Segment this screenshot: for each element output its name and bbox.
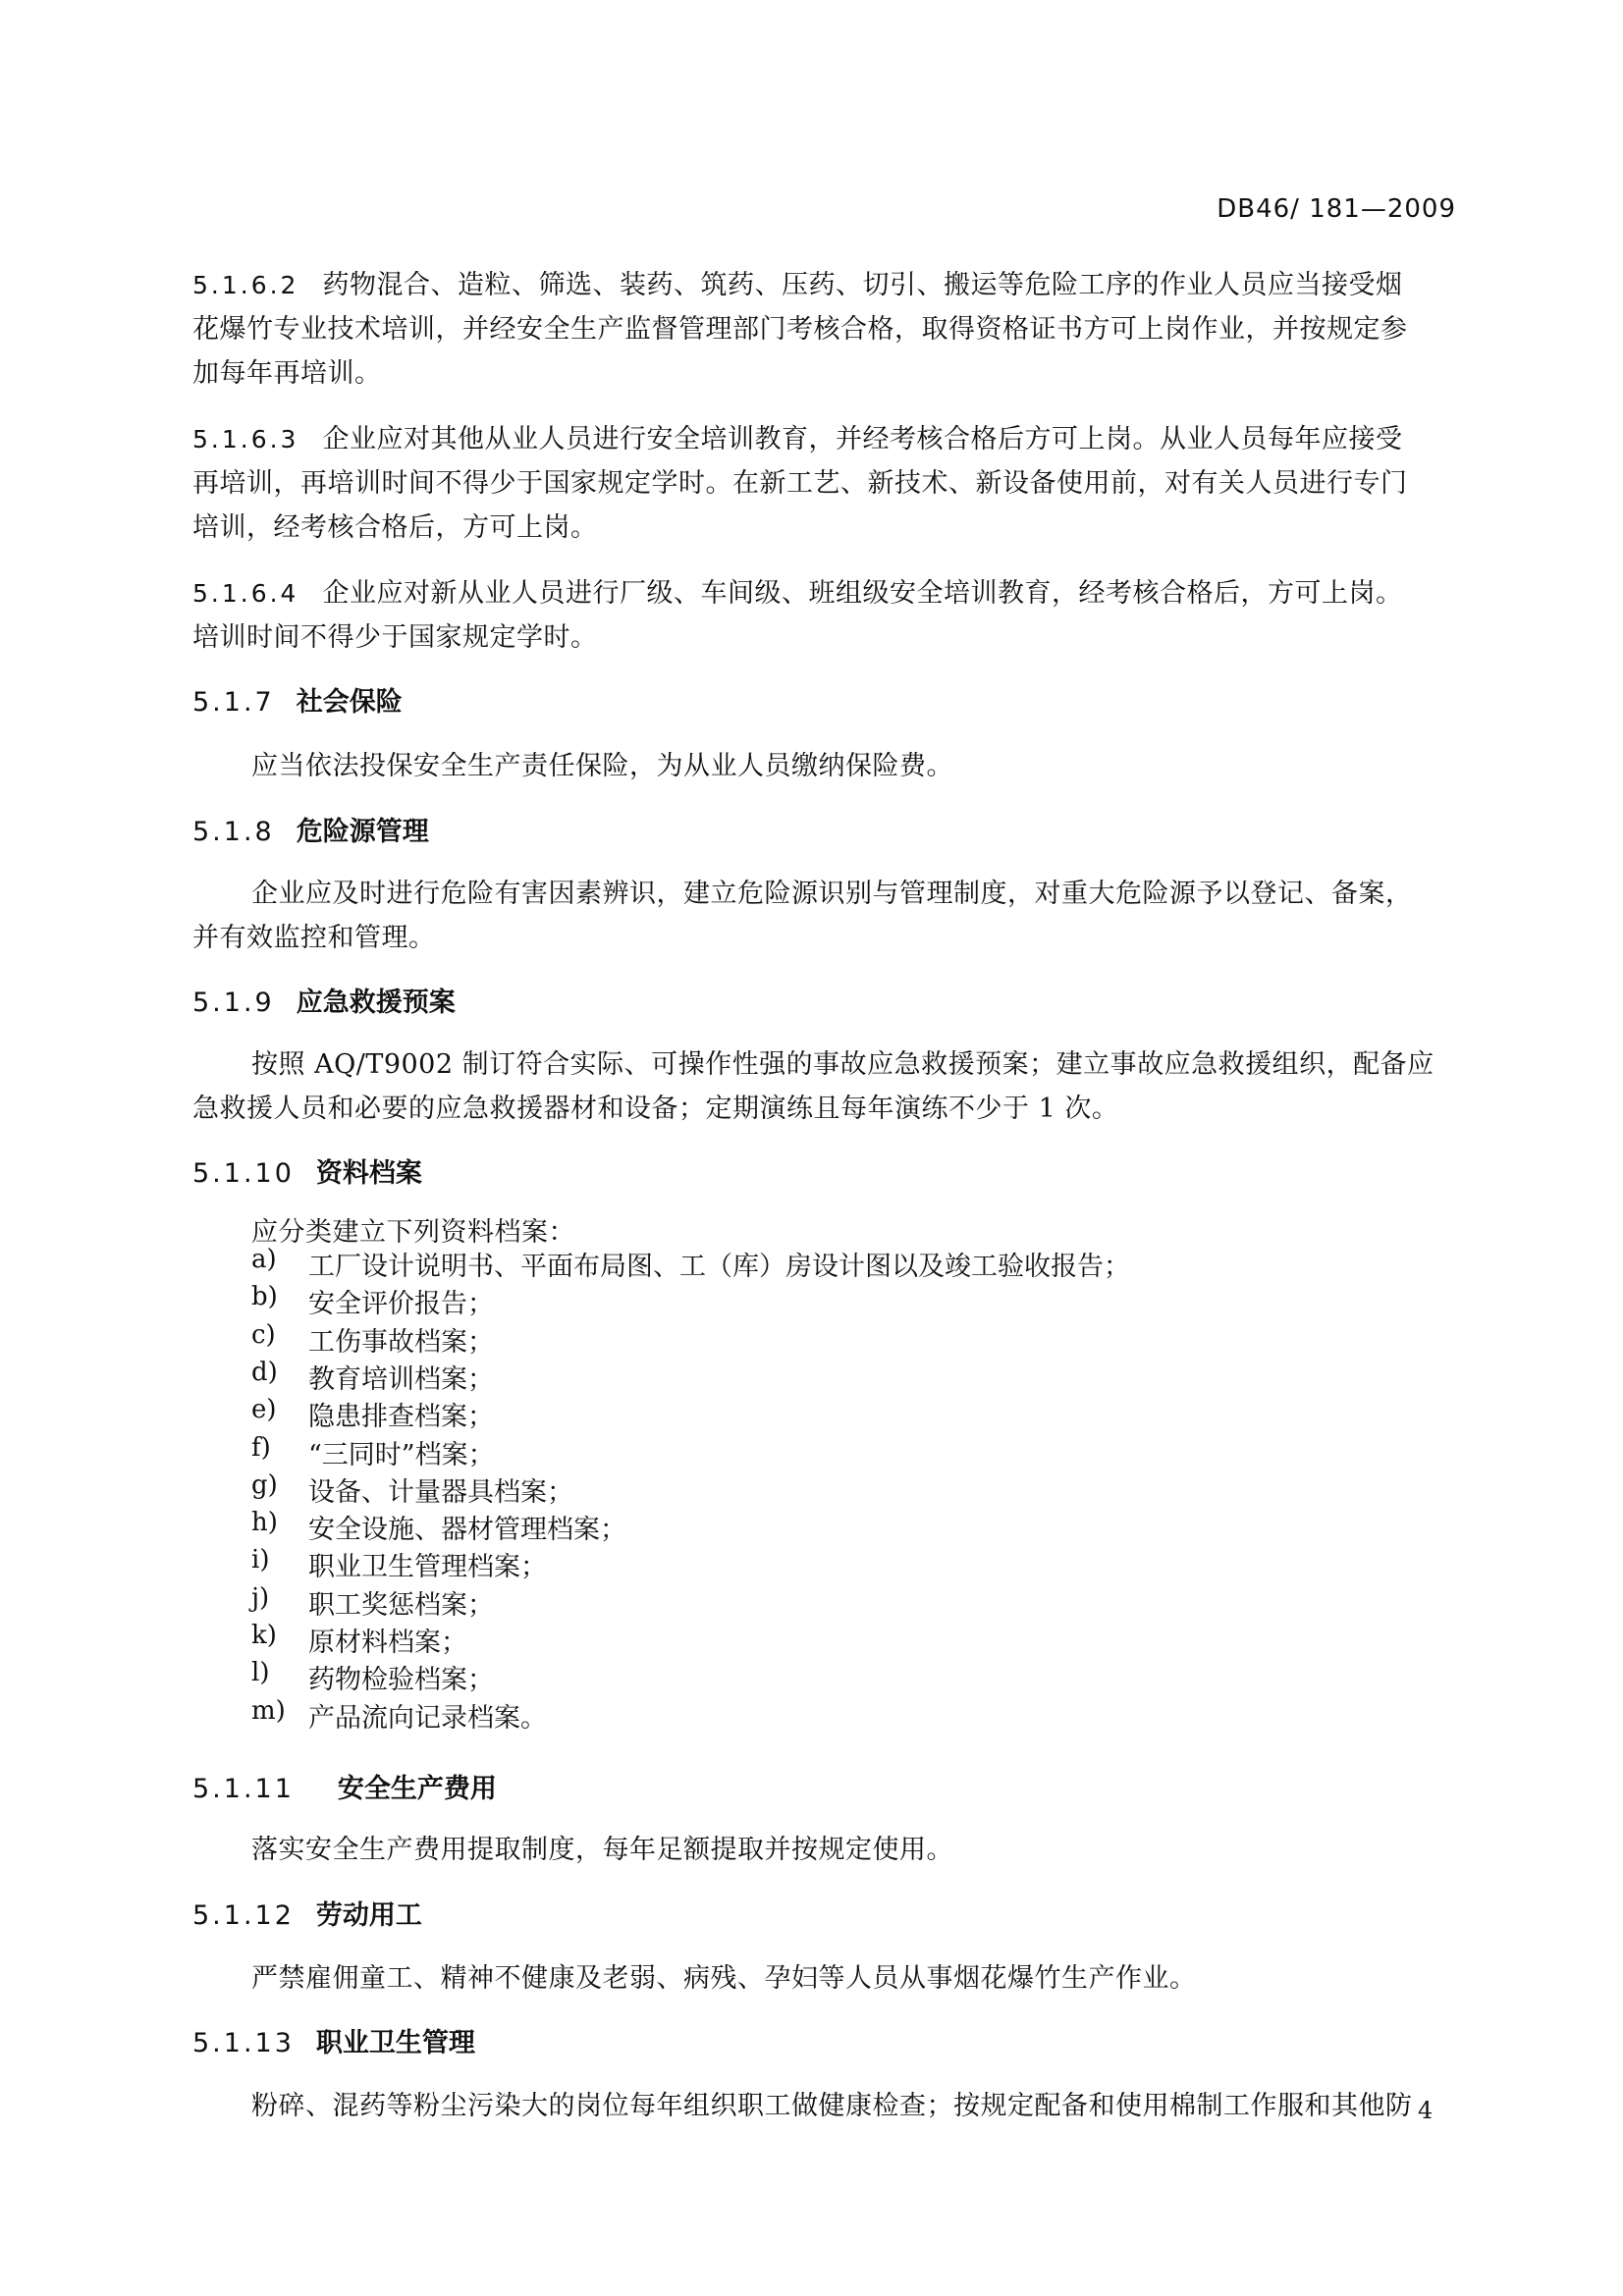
heading-5111 bbox=[192, 1767, 497, 1805]
clause-5112-text: 严禁雇佣童工、精神不健康及老弱、病残、孕妇等人员从事烟花爆竹生产作业。 bbox=[251, 1963, 1197, 1994]
list-item: 职工奖惩档案； bbox=[308, 1590, 494, 1621]
list-item: 药物检验档案； bbox=[308, 1665, 494, 1695]
clause-5164-line-2: 培训时间不得少于国家规定学时。 bbox=[192, 622, 598, 653]
heading-title: 社会保险 bbox=[296, 687, 403, 718]
list-item: 安全设施、器材管理档案； bbox=[308, 1515, 626, 1545]
heading-5113 bbox=[192, 2021, 475, 2059]
heading-number: 5.1.13 bbox=[192, 2028, 295, 2058]
heading-title: 职业卫生管理 bbox=[315, 2028, 475, 2058]
clause-518-line-1: 企业应及时进行危险有害因素辨识，建立危险源识别与管理制度，对重大危险源予以登记、备案， bbox=[251, 879, 1413, 909]
clause-5111-text: 落实安全生产费用提取制度，每年足额提取并按规定使用。 bbox=[251, 1835, 953, 1865]
clause-number: 5.1.6.2 bbox=[192, 271, 299, 299]
list-item-letter: b) bbox=[251, 1282, 278, 1311]
list-item: 产品流向记录档案。 bbox=[308, 1703, 547, 1734]
clause-5162-line-3: 加每年再培训。 bbox=[192, 358, 382, 389]
list-item: 教育培训档案； bbox=[308, 1364, 494, 1395]
clause-text: 企业应对其他从业人员进行安全培训教育，并经考核合格后方可上岗。从业人员每年应接受 bbox=[322, 424, 1403, 454]
clause-5164-line-1 bbox=[192, 571, 1402, 610]
list-item-letter: k) bbox=[251, 1621, 277, 1650]
clause-text: 药物混合、造粒、筛选、装药、筑药、压药、切引、搬运等危险工序的作业人员应当接受烟 bbox=[322, 270, 1403, 300]
document-code: DB46/ 181—2009 bbox=[1217, 194, 1456, 224]
heading-title: 安全生产费用 bbox=[337, 1774, 497, 1804]
clause-5113-text: 粉碎、混药等粉尘污染大的岗位每年组织职工做健康检查；按规定配备和使用棉制工作服和其他防 bbox=[251, 2091, 1413, 2121]
clause-5162-line-1 bbox=[192, 263, 1402, 301]
heading-title: 危险源管理 bbox=[296, 817, 429, 847]
list-item: 原材料档案； bbox=[308, 1628, 467, 1658]
list-item-letter: e) bbox=[251, 1395, 277, 1424]
clause-number: 5.1.6.4 bbox=[192, 579, 299, 608]
list-item: 职业卫生管理档案； bbox=[308, 1552, 547, 1582]
heading-number: 5.1.12 bbox=[192, 1900, 295, 1931]
list-item-letter: a) bbox=[251, 1245, 277, 1274]
list-item: 隐患排查档案； bbox=[308, 1402, 494, 1432]
list-item: 安全评价报告； bbox=[308, 1289, 494, 1319]
heading-517 bbox=[192, 680, 403, 719]
clause-5110-intro: 应分类建立下列资料档案： bbox=[251, 1217, 575, 1248]
list-item-letter: g) bbox=[251, 1470, 278, 1500]
clause-5163-line-3: 培训，经考核合格后，方可上岗。 bbox=[192, 512, 598, 543]
page-number: 4 bbox=[1418, 2097, 1434, 2124]
heading-title: 资料档案 bbox=[315, 1158, 422, 1189]
heading-number: 5.1.10 bbox=[192, 1158, 295, 1189]
list-item-letter: l) bbox=[251, 1658, 270, 1687]
heading-number: 5.1.8 bbox=[192, 817, 275, 847]
heading-518 bbox=[192, 810, 429, 848]
list-item: 工厂设计说明书、平面布局图、工（库）房设计图以及竣工验收报告； bbox=[308, 1252, 1130, 1282]
list-item-letter: h) bbox=[251, 1508, 278, 1537]
clause-517-text: 应当依法投保安全生产责任保险，为从业人员缴纳保险费。 bbox=[251, 751, 953, 781]
list-item-letter: f) bbox=[251, 1433, 271, 1463]
clause-number: 5.1.6.3 bbox=[192, 425, 299, 454]
heading-number: 5.1.9 bbox=[192, 988, 275, 1018]
heading-5112 bbox=[192, 1894, 422, 1932]
list-item-letter: d) bbox=[251, 1358, 278, 1387]
clause-519-line-1: 按照 AQ/T9002 制订符合实际、可操作性强的事故应急救援预案；建立事故应急救援组织，配备应 bbox=[251, 1049, 1434, 1080]
list-item-letter: m) bbox=[251, 1696, 286, 1726]
clause-519-line-2: 急救援人员和必要的应急救援器材和设备；定期演练且每年演练不少于 1 次。 bbox=[192, 1094, 1119, 1124]
clause-5163-line-2: 再培训，再培训时间不得少于国家规定学时。在新工艺、新技术、新设备使用前，对有关人员进行专门 bbox=[192, 468, 1408, 499]
list-item-letter: c) bbox=[251, 1320, 276, 1350]
heading-title: 劳动用工 bbox=[315, 1900, 422, 1931]
heading-519 bbox=[192, 981, 456, 1019]
clause-5162-line-2: 花爆竹专业技术培训，并经安全生产监督管理部门考核合格，取得资格证书方可上岗作业，并按规定参 bbox=[192, 314, 1408, 345]
heading-number: 5.1.7 bbox=[192, 687, 275, 718]
clause-518-line-2: 并有效监控和管理。 bbox=[192, 923, 436, 953]
heading-5110 bbox=[192, 1151, 422, 1190]
list-item-letter: j) bbox=[251, 1583, 270, 1613]
list-item-letter: i) bbox=[251, 1545, 270, 1575]
heading-number: 5.1.11 bbox=[192, 1774, 295, 1804]
list-item: “三同时”档案； bbox=[308, 1440, 495, 1470]
heading-title: 应急救援预案 bbox=[296, 988, 456, 1018]
clause-text: 企业应对新从业人员进行厂级、车间级、班组级安全培训教育，经考核合格后，方可上岗。 bbox=[322, 578, 1403, 609]
list-item: 设备、计量器具档案； bbox=[308, 1477, 573, 1508]
list-item: 工伤事故档案； bbox=[308, 1327, 494, 1358]
clause-5163-line-1 bbox=[192, 417, 1402, 455]
